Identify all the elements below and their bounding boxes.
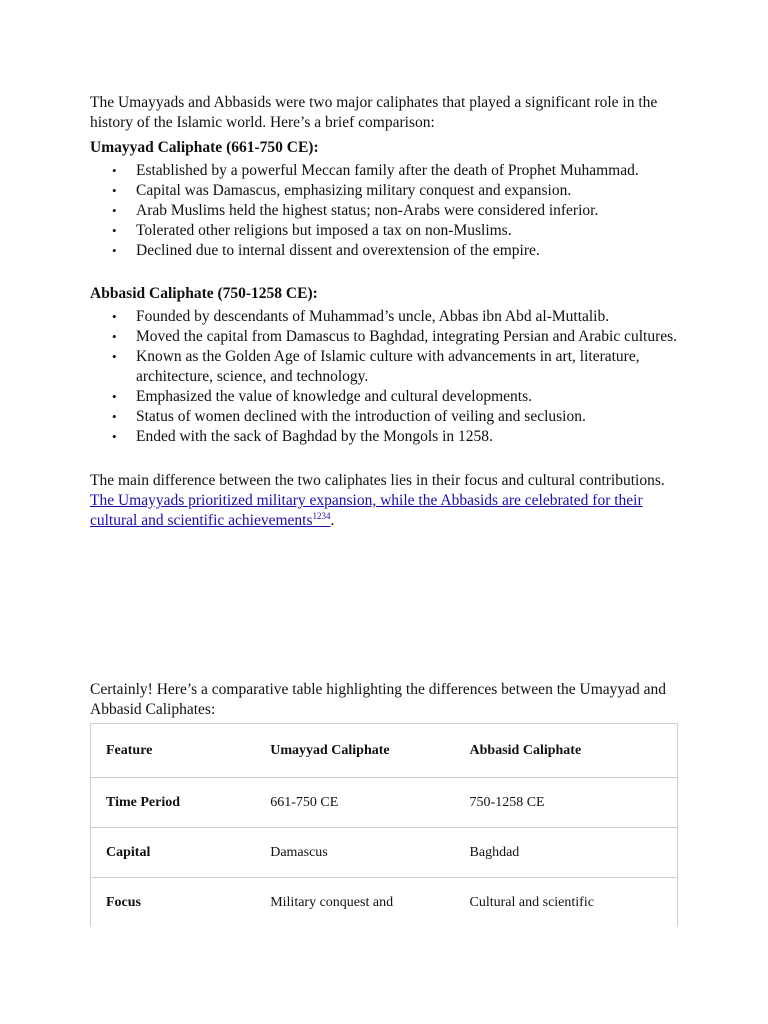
conclusion-paragraph	[90, 471, 680, 531]
abbasid-list	[90, 307, 680, 447]
table-cell-feature: Capital	[91, 828, 256, 878]
table-cell: 750-1258 CE	[455, 778, 678, 828]
list-item: • Tolerated other religions but imposed a tax on non-Muslims.	[90, 221, 680, 241]
conclusion-end: .	[330, 512, 335, 529]
list-item: • Ended with the sack of Baghdad by the Mongols in 1258.	[90, 427, 680, 447]
list-item: • Declined due to internal dissent and overextension of the empire.	[90, 241, 680, 261]
table-row	[91, 878, 678, 928]
table-header-row	[91, 724, 678, 778]
list-item: • Emphasized the value of knowledge and cultural developments.	[90, 387, 680, 407]
table-cell-feature: Focus	[91, 878, 256, 928]
list-item: • Capital was Damascus, emphasizing military conquest and expansion.	[90, 181, 680, 201]
header-feature: Feature	[91, 724, 256, 778]
table-cell: Military conquest and	[255, 878, 454, 928]
table-row	[91, 778, 678, 828]
list-item: • Founded by descendants of Muhammad’s uncle, Abbas ibn Abd al-Muttalib.	[90, 307, 680, 327]
list-item: • Moved the capital from Damascus to Baghdad, integrating Persian and Arabic cultures.	[90, 327, 680, 347]
citation-link-text: The Umayyads prioritized military expansion, while the Abbasids are celebrated for their cultural and scientific achievements	[90, 492, 643, 529]
abbasid-heading: Abbasid Caliphate (750-1258 CE):	[90, 285, 318, 302]
page-bottom-margin	[0, 927, 768, 1024]
table-cell-feature: Time Period	[91, 778, 256, 828]
umayyad-heading: Umayyad Caliphate (661-750 CE):	[90, 139, 319, 156]
list-item: • Known as the Golden Age of Islamic culture with advancements in art, literature, architecture, science, and technology.	[90, 347, 680, 387]
list-item: • Arab Muslims held the highest status; non-Arabs were considered inferior.	[90, 201, 680, 221]
header-abbasid: Abbasid Caliphate	[455, 724, 678, 778]
citation-refs[interactable]: 1234	[312, 511, 331, 521]
conclusion-text: The main difference between the two caliphates lies in their focus and cultural contributions.	[90, 472, 665, 489]
header-umayyad: Umayyad Caliphate	[255, 724, 454, 778]
abbasid-section	[90, 284, 680, 447]
table-cell: Damascus	[255, 828, 454, 878]
umayyad-list	[90, 161, 680, 261]
citation-link[interactable]	[90, 492, 643, 529]
list-item: • Established by a powerful Meccan family after the death of Prophet Muhammad.	[90, 161, 680, 181]
table-row	[91, 828, 678, 878]
table-intro-paragraph: Certainly! Here’s a comparative table highlighting the differences between the Umayyad and Abbasid Caliphates:	[90, 681, 667, 718]
intro-paragraph: The Umayyads and Abbasids were two major caliphates that played a significant role in the history of the Islamic world. Here’s a brief comparison:	[90, 94, 658, 131]
table-cell: Cultural and scientific	[455, 878, 678, 928]
umayyad-section	[90, 138, 680, 261]
comparison-table	[90, 723, 678, 928]
table-cell: Baghdad	[455, 828, 678, 878]
list-item: • Status of women declined with the introduction of veiling and seclusion.	[90, 407, 680, 427]
table-cell: 661-750 CE	[255, 778, 454, 828]
